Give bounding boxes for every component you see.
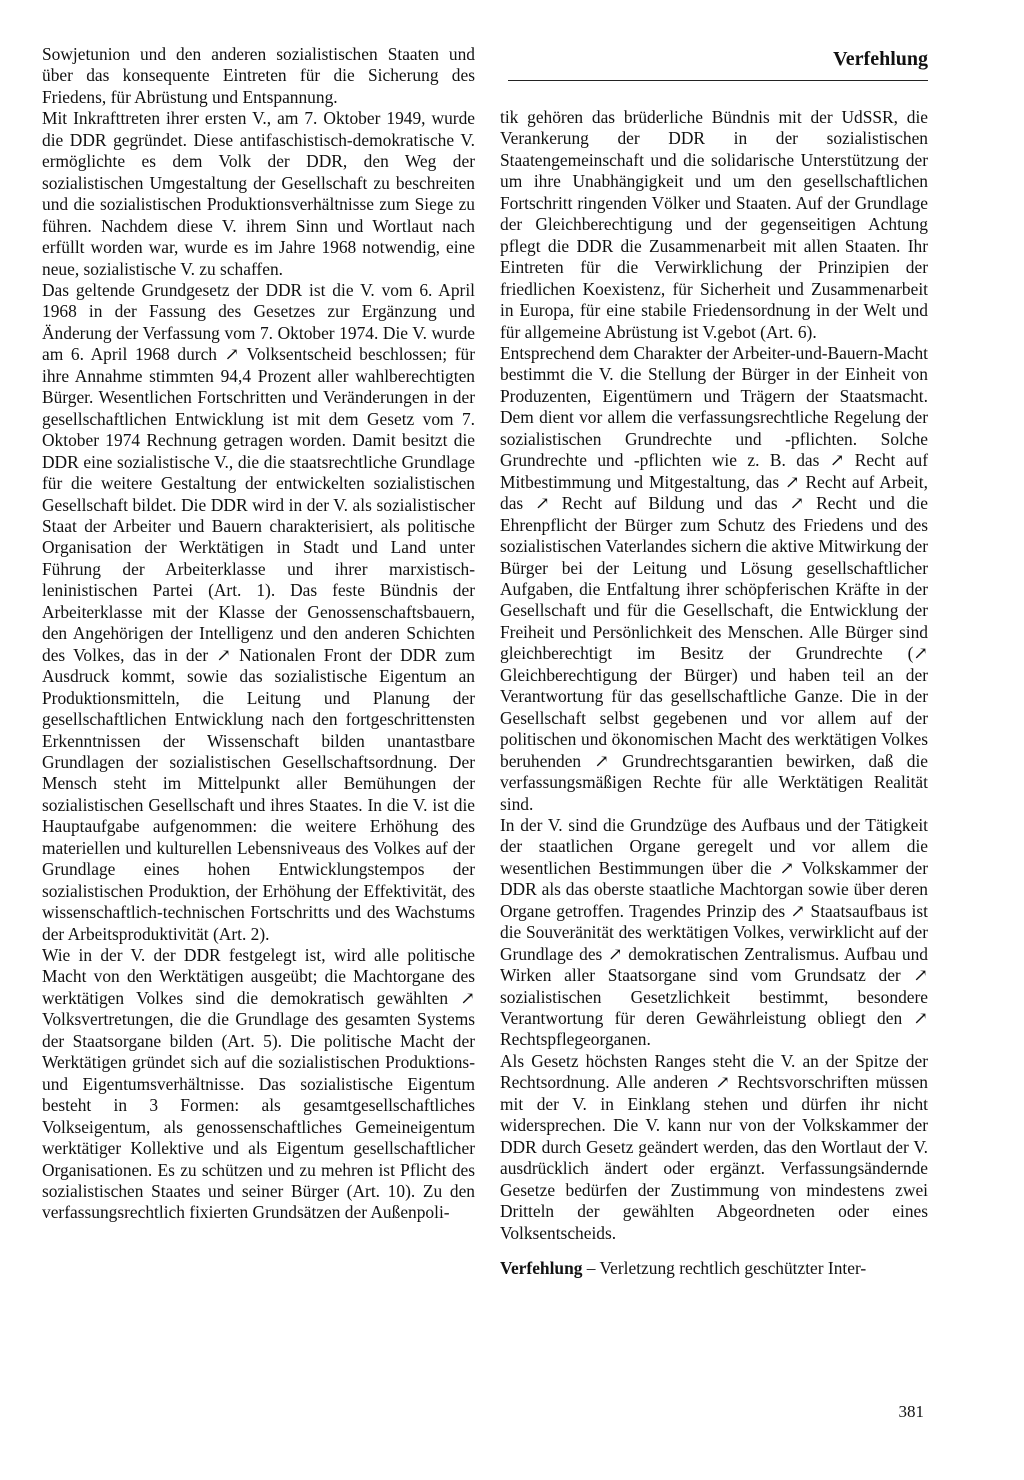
paragraph: Sowjetunion und den anderen sozialistischen Staaten und über das konsequente Eintreten für die Sicherung des Friedens, für Abrüstung und Entspannung. — [42, 44, 475, 107]
paragraph: Als Gesetz höchsten Ranges steht die V. an der Spitze der Rechtsordnung. Alle anderen ↗ Rechtsvorschriften müssen mit der V. in Einklang stehen und dürfen ihr nicht widersprechen. Die V. kann nur von der Volkskammer der DDR durch Gesetz geändert werden, das den Wortlaut der V. ausdrücklich ändert oder ergänzt. Verfassungsändernde Gesetze bedürfen der Zustimmung von mindestens zwei Dritteln der gewählten Abgeordneten oder eines Volksentscheids. — [500, 1050, 928, 1243]
paragraph: Wie in der V. der DDR festgelegt ist, wird alle politische Macht von den Werktätigen ausgeübt; die Machtorgane des werktätigen Volkes sind die demokratisch gewählten ↗ Volksvertretungen, die die Grundlage des gesamten Systems der Staatsorgane bilden (Art. 5). Die politische Macht der Werktätigen gründet sich auf die sozialistischen Produktions- und Eigentumsverhältnisse. Das sozialistische Eigentum besteht in 3 Formen: als gesamtgesellschaftliches Volkseigentum, als genossenschaftliches Gemeineigentum werktätiger Kollektive und als Eigentum gesellschaftlicher Organisationen. Es zu schützen und zu mehren ist Pflicht des sozialistischen Staates und seiner Bürger (Art. 10). Zu den verfassungsrechtlich fixierten Grundsätzen der Außenpoli- — [42, 945, 475, 1223]
running-head: Verfehlung — [833, 48, 928, 70]
entry-text: – Verletzung rechtlich geschützter Inter- — [582, 1258, 867, 1279]
paragraph: In der V. sind die Grundzüge des Aufbaus und der Tätigkeit der staatlichen Organe geregelt und vor allem die wesentlichen Bestimmungen über die ↗ Volkskammer der DDR als das oberste staatliche Machtorgan sowie über deren Organe getroffen. Tragendes Prinzip des ↗ Staatsaufbaus ist die Souveränität des werktätigen Volkes, verwirklicht auf der Grundlage des ↗ demokratischen Zentralismus. Aufbau und Wirken aller Staatsorgane sind vom Grundsatz der ↗ sozialistischen Gesetzlichkeit bestimmt, besondere Verantwortung für deren Gewährleistung obliegt den ↗ Rechtspflegeorganen. — [500, 814, 928, 1050]
next-entry — [500, 1258, 928, 1279]
header-rule — [508, 80, 928, 81]
left-column — [42, 44, 475, 1224]
paragraph: Mit Inkrafttreten ihrer ersten V., am 7. Oktober 1949, wurde die DDR gegründet. Diese antifaschistisch-demokratische V. ermöglichte es dem Volk der DDR, den Weg der sozialistischen Umgestaltung der Gesellschaft zu beschreiten und die sozialistischen Produktionsverhältnisse zum Siege zu führen. Nachdem diese V. ihrem Sinn und Wortlaut nach erfüllt worden war, wurde es im Jahre 1968 notwendig, eine neue, sozialistische V. zu schaffen. — [42, 108, 475, 279]
right-column — [500, 107, 928, 1279]
page-number: 381 — [898, 1402, 924, 1421]
paragraph: Das geltende Grundgesetz der DDR ist die V. vom 6. April 1968 in der Fassung des Gesetzes zur Ergänzung und Änderung der Verfassung vom 7. Oktober 1974. Die V. wurde am 6. April 1968 durch ↗ Volksentscheid beschlossen; für ihre Annahme stimmten 94,4 Prozent aller wahlberechtigten Bürger. Wesentlichen Fortschritten und Veränderungen in der gesellschaftlichen Entwicklung ist mit dem Gesetz vom 7. Oktober 1974 Rechnung getragen worden. Damit besitzt die DDR eine sozialistische V., die die staatsrechtliche Grundlage für die weitere Gestaltung der entwickelten sozialistischen Gesellschaft bildet. Die DDR wird in der V. als sozialistischer Staat der Arbeiter und Bauern charakterisiert, als politische Organisation der Werktätigen in Stadt und Land unter Führung der Arbeiterklasse und ihrer marxistisch-leninistischen Partei (Art. 1). Das feste Bündnis der Arbeiterklasse mit der Klasse der Genossenschaftsbauern, den Angehörigen der Intelligenz und den anderen Schichten des Volkes, das in der ↗ Nationalen Front der DDR zum Ausdruck kommt, sowie das sozialistische Eigentum an Produktionsmitteln, die Leitung und Planung der gesellschaftlichen Entwicklung nach den fortgeschrittensten Erkenntnissen der Wissenschaft bilden unantastbare Grundlagen der sozialistischen Gesellschaftsordnung. Der Mensch steht im Mittelpunkt aller Bemühungen der sozialistischen Gesellschaft und ihres Staates. In die V. ist die Hauptaufgabe aufgenommen: die weitere Erhöhung des materiellen und kulturellen Lebensniveaus des Volkes auf der Grundlage eines hohen Entwicklungstempos der sozialistischen Produktion, der Erhöhung der Effektivität, des wissenschaftlich-technischen Fortschritts und des Wachstums der Arbeitsproduktivität (Art. 2). — [42, 279, 475, 944]
entry-keyword: Verfehlung — [500, 1258, 583, 1279]
paragraph: Entsprechend dem Charakter der Arbeiter-und-Bauern-Macht bestimmt die V. die Stellung der Bürger in der Einheit von Produzenten, Eigentümern und Trägern der Staatsmacht. Dem dient vor allem die verfassungsrechtliche Regelung der sozialistischen Grundrechte und -pflichten. Solche Grundrechte und -pflichten wie z. B. das ↗ Recht auf Mitbestimmung und Mitgestaltung, das ↗ Recht auf Arbeit, das ↗ Recht auf Bildung und das ↗ Recht und die Ehrenpflicht der Bürger zum Schutz des Friedens und des sozialistischen Vaterlandes sichern die aktive Mitwirkung der Bürger bei der Leitung und Lösung gesellschaftlicher Aufgaben, die Entfaltung ihrer schöpferischen Kräfte in der Gesellschaft und für die Gesellschaft, die Entwicklung der Freiheit und Persönlichkeit des Menschen. Alle Bürger sind gleichberechtigt im Besitz der Grundrechte (↗ Gleichberechtigung der Bürger) und haben teil an der Verantwortung für das gesellschaftliche Ganze. Die in der Gesellschaft selbst gegebenen und vor allem auf der politischen und ökonomischen Macht des werktätigen Volkes beruhenden ↗ Grundrechtsgarantien bewirken, daß die verfassungsmäßigen Rechte für alle Werktätigen Realität sind. — [500, 342, 928, 814]
paragraph: tik gehören das brüderliche Bündnis mit der UdSSR, die Verankerung der DDR in der sozialistischen Staatengemeinschaft und die solidarische Unterstützung der um ihre Unabhängigkeit und um den gesellschaftlichen Fortschritt ringenden Völker und Staaten. Auf der Grundlage der Gleichberechtigung und der gegenseitigen Achtung pflegt die DDR die Zusammenarbeit mit allen Staaten. Ihr Eintreten für die Verwirklichung der Prinzipien der friedlichen Koexistenz, für Sicherheit und Zusammenarbeit in Europa, für eine stabile Friedensordnung in der Welt und für allgemeine Abrüstung ist V.gebot (Art. 6). — [500, 107, 928, 342]
